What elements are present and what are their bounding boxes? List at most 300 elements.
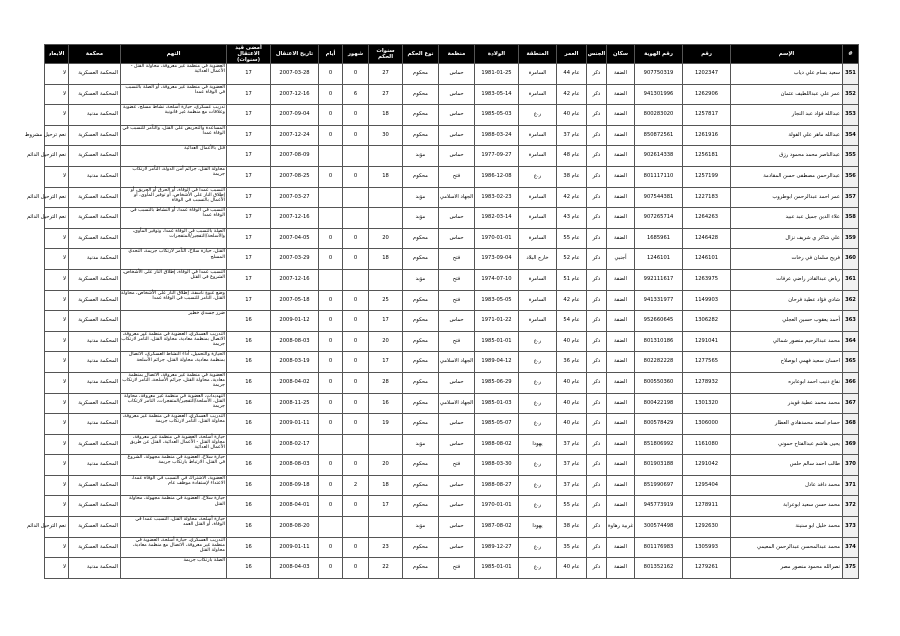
sentence-days-cell [319, 517, 343, 538]
charges-cell: التهديدات، العضوية في منظمة غير معروفة، محاولة القتل، الأسلحة/التفجير/المتفجرات، التآمر لارتكاب جريمة [121, 393, 227, 414]
national-id-cell: 907265714 [635, 208, 683, 229]
age-cell: عام 37 [557, 455, 587, 476]
organization-cell: فتح [439, 331, 475, 352]
sentence-days-cell: 0 [319, 455, 343, 476]
organization-cell: حماس [439, 434, 475, 455]
prisoner-id-cell: 1257817 [683, 105, 731, 126]
region-cell: ر.ع [519, 372, 557, 393]
row-number-cell: 354 [843, 125, 859, 146]
sentence-years-cell: 18 [369, 475, 403, 496]
row-number-cell: 374 [843, 537, 859, 558]
prisoner-id-cell: 1295404 [683, 475, 731, 496]
age-cell: عام 40 [557, 393, 587, 414]
row-number-cell: 371 [843, 475, 859, 496]
organization-cell: فتح [439, 290, 475, 311]
row-number-cell: 355 [843, 146, 859, 167]
sentence-days-cell [319, 208, 343, 229]
sentence-type-cell: محكوم [403, 228, 439, 249]
sentence-months-cell: 0 [343, 249, 369, 270]
row-number-cell: 375 [843, 558, 859, 579]
sentence-months-cell [343, 146, 369, 167]
column-header: الجنس [587, 45, 607, 64]
birth-date-cell: 1983-05-14 [475, 84, 519, 105]
table-body [24, 64, 859, 579]
row-number-cell: 364 [843, 331, 859, 352]
organization-cell: الجهاد الاسلامي [439, 393, 475, 414]
arrest-date-cell: 2009-01-12 [271, 311, 319, 332]
region-cell: السامرة [519, 228, 557, 249]
national-id-cell: 1685961 [635, 228, 683, 249]
sentence-days-cell [319, 269, 343, 290]
arrest-date-cell: 2008-09-18 [271, 475, 319, 496]
prisoner-name-cell: شادي فؤاد عطية فرحان [731, 290, 843, 311]
sentence-type-cell: محكوم [403, 84, 439, 105]
birth-date-cell: 1970-01-01 [475, 228, 519, 249]
table-row [45, 558, 859, 579]
region-cell: ر.ع [519, 496, 557, 517]
sentence-type-cell: محكوم [403, 414, 439, 435]
sentence-days-cell: 0 [319, 64, 343, 85]
arrest-date-cell: 2007-12-24 [271, 125, 319, 146]
birth-date-cell: 1988-08-02 [475, 434, 519, 455]
prisoner-id-cell: 1227183 [683, 187, 731, 208]
prisoner-id-cell: 1261916 [683, 125, 731, 146]
row-number-cell: 366 [843, 372, 859, 393]
sentence-months-cell [343, 517, 369, 538]
table-row [45, 249, 859, 270]
sentence-days-cell: 0 [319, 228, 343, 249]
sentence-months-cell: 0 [343, 331, 369, 352]
birth-date-cell: 1974-07-10 [475, 269, 519, 290]
table-row [45, 475, 859, 496]
birth-date-cell: 1988-03-30 [475, 455, 519, 476]
deportation-cell: لا [45, 228, 69, 249]
age-cell: عام 42 [557, 290, 587, 311]
region-cell: ر.ع [519, 414, 557, 435]
arrest-date-cell: 2007-12-16 [271, 84, 319, 105]
age-cell: عام 55 [557, 496, 587, 517]
sentence-years-cell [369, 434, 403, 455]
years-served-cell: 16 [227, 311, 271, 332]
gender-cell: ذكر [587, 455, 607, 476]
sentence-days-cell [319, 146, 343, 167]
organization-cell: حماس [439, 311, 475, 332]
court-cell: المحكمة العسكرية [69, 537, 121, 558]
sentence-months-cell: 2 [343, 475, 369, 496]
charges-cell: وضع عبوة ناسفة، إطلاق النار على الأشخاص، محاولة القتل، التآمر للتسبب في الوفاة عمدا [121, 290, 227, 311]
table-row [45, 146, 859, 167]
gender-cell: ذكر [587, 537, 607, 558]
deportation-cell: لا [45, 434, 69, 455]
row-number-cell: 369 [843, 434, 859, 455]
sentence-type-cell: محكوم [403, 249, 439, 270]
region-cell: ر.ع [519, 166, 557, 187]
column-header: محكمة [69, 45, 121, 64]
birth-date-cell: 1985-05-03 [475, 105, 519, 126]
region-cell: السامرة [519, 84, 557, 105]
residence-cell: الضفة [607, 105, 635, 126]
organization-cell: حماس [439, 414, 475, 435]
national-id-cell: 907544381 [635, 187, 683, 208]
years-served-cell: 17 [227, 146, 271, 167]
gender-cell: ذكر [587, 290, 607, 311]
sentence-years-cell [369, 517, 403, 538]
arrest-date-cell: 2009-01-11 [271, 537, 319, 558]
charges-cell: تدريب عسكري، حيازة أسلحة، نشاط مسلح، عضوية وعلاقات مع منظمة غير قانونية [121, 105, 227, 126]
column-header: رقم [683, 45, 731, 64]
national-id-cell: 941301996 [635, 84, 683, 105]
sentence-days-cell [319, 187, 343, 208]
years-served-cell: 17 [227, 187, 271, 208]
birth-date-cell: 1985-01-01 [475, 331, 519, 352]
organization-cell: حماس [439, 228, 475, 249]
arrest-date-cell: 2009-01-11 [271, 414, 319, 435]
sentence-months-cell: 0 [343, 64, 369, 85]
residence-cell: الضفة [607, 125, 635, 146]
court-cell: المحكمة العسكرية [69, 517, 121, 538]
residence-cell: الضفة [607, 166, 635, 187]
charges-cell: محاولة القتل، جرائم أمن الدولة، التآمر لارتكاب جريمة [121, 166, 227, 187]
sentence-type-cell: محكوم [403, 290, 439, 311]
row-number-cell: 367 [843, 393, 859, 414]
prisoner-id-cell: 1263975 [683, 269, 731, 290]
gender-cell: ذكر [587, 352, 607, 373]
table-row [45, 434, 859, 455]
organization-cell: حماس [439, 105, 475, 126]
sentence-years-cell: 17 [369, 496, 403, 517]
organization-cell: فتح [439, 249, 475, 270]
sentence-years-cell: 22 [369, 558, 403, 579]
arrest-date-cell: 2007-03-27 [271, 187, 319, 208]
arrest-date-cell: 2008-08-03 [271, 331, 319, 352]
arrest-date-cell: 2007-08-09 [271, 146, 319, 167]
sentence-months-cell [343, 187, 369, 208]
prisoner-table [24, 44, 859, 579]
table-row [45, 517, 859, 538]
prisoner-name-cell: نفاع ذنيب احمد ابوعابره [731, 372, 843, 393]
birth-date-cell: 1989-04-12 [475, 352, 519, 373]
court-cell: المحكمة العسكرية [69, 125, 121, 146]
charges-cell: التسبب عمدا في الوفاة، إطلاق النار على الأشخاص، الشروع في القتل [121, 269, 227, 290]
sentence-months-cell [343, 208, 369, 229]
deportation-cell: لا [45, 537, 69, 558]
arrest-date-cell: 2007-12-16 [271, 208, 319, 229]
years-served-cell: 17 [227, 166, 271, 187]
years-served-cell: 17 [227, 249, 271, 270]
gender-cell: ذكر [587, 311, 607, 332]
column-header: # [843, 45, 859, 64]
sentence-days-cell: 0 [319, 84, 343, 105]
organization-cell: حماس [439, 372, 475, 393]
table-row [45, 537, 859, 558]
sentence-type-cell: مؤبد [403, 434, 439, 455]
birth-date-cell: 1982-03-14 [475, 208, 519, 229]
prisoner-name-cell: عمر احمد عبدالرحمن ابوطروب [731, 187, 843, 208]
row-number-cell: 373 [843, 517, 859, 538]
prisoner-name-cell: محمد حسن سعيد ابوعرابة [731, 496, 843, 517]
sentence-type-cell: مؤبد [403, 269, 439, 290]
organization-cell: فتح [439, 269, 475, 290]
sentence-years-cell: 17 [369, 352, 403, 373]
table-row [45, 166, 859, 187]
sentence-months-cell: 0 [343, 228, 369, 249]
arrest-date-cell: 2007-08-25 [271, 166, 319, 187]
birth-date-cell: 1989-12-27 [475, 537, 519, 558]
prisoner-name-cell: عبدالله ماهر علي الفولة [731, 125, 843, 146]
charges-cell: المساعدة والتحريض على القتل، والتآمر للتسبب في الوفاة عمدا [121, 125, 227, 146]
sentence-days-cell: 0 [319, 496, 343, 517]
deportation-cell: لا [45, 64, 69, 85]
age-cell: عام 55 [557, 228, 587, 249]
sentence-months-cell: 0 [343, 311, 369, 332]
sentence-type-cell: محكوم [403, 352, 439, 373]
deportation-cell: نعم الترحيل الدائم [45, 146, 69, 167]
organization-cell: حماس [439, 475, 475, 496]
court-cell: المحكمة مدنية [69, 558, 121, 579]
deportation-cell: لا [45, 393, 69, 414]
deportation-cell: لا [45, 455, 69, 476]
deportation-cell: نعم الترحيل الدائم [45, 187, 69, 208]
prisoner-id-cell: 1277565 [683, 352, 731, 373]
court-cell: المحكمة مدنية [69, 249, 121, 270]
prisoner-id-cell: 1257199 [683, 166, 731, 187]
age-cell: عام 54 [557, 311, 587, 332]
sentence-type-cell: مؤبد [403, 146, 439, 167]
years-served-cell: 16 [227, 352, 271, 373]
gender-cell: ذكر [587, 187, 607, 208]
years-served-cell: 17 [227, 290, 271, 311]
column-header: الابعاد [45, 45, 69, 64]
table-row [45, 290, 859, 311]
years-served-cell: 16 [227, 331, 271, 352]
court-cell: المحكمة مدنية [69, 372, 121, 393]
sentence-days-cell: 0 [319, 352, 343, 373]
gender-cell: ذكر [587, 517, 607, 538]
years-served-cell: 16 [227, 517, 271, 538]
national-id-cell: 851806992 [635, 434, 683, 455]
gender-cell: ذكر [587, 393, 607, 414]
national-id-cell: 800578429 [635, 414, 683, 435]
row-number-cell: 358 [843, 208, 859, 229]
gender-cell: ذكر [587, 166, 607, 187]
charges-cell: العضوية في منظمة غير معروفة، محاولة القتل - الأعمال العدائية [121, 64, 227, 85]
national-id-cell: 801352162 [635, 558, 683, 579]
arrest-date-cell: 2007-04-05 [271, 228, 319, 249]
residence-cell: الضفة [607, 187, 635, 208]
row-number-cell: 352 [843, 84, 859, 105]
region-cell: السامرة [519, 125, 557, 146]
table-row [45, 228, 859, 249]
prisoner-name-cell: نصرالله محمود منصور مصر [731, 558, 843, 579]
sentence-type-cell: محكوم [403, 455, 439, 476]
charges-cell: الحيازة والتحميل، أداء النشاط العسكري، الاتصال بمنظمة معادية، محاولة القتل، جرائم الأسلحة [121, 352, 227, 373]
sentence-months-cell: 0 [343, 537, 369, 558]
residence-cell: الضفة [607, 352, 635, 373]
gender-cell: ذكر [587, 331, 607, 352]
prisoner-id-cell: 1291041 [683, 331, 731, 352]
charges-cell: القتل، حيازة سلاح، التآمر لارتكاب جريمة، التحدي المسلح [121, 249, 227, 270]
organization-cell: فتح [439, 455, 475, 476]
column-header: تاريخ الاعتقال [271, 45, 319, 64]
sentence-months-cell: 6 [343, 84, 369, 105]
residence-cell: الضفة [607, 393, 635, 414]
gender-cell: ذكر [587, 105, 607, 126]
table-row [45, 372, 859, 393]
sentence-days-cell [319, 434, 343, 455]
years-served-cell: 16 [227, 558, 271, 579]
region-cell: السامرة [519, 290, 557, 311]
national-id-cell: 801310186 [635, 331, 683, 352]
deportation-cell: نعم ترحيل مشروط [45, 125, 69, 146]
sentence-years-cell: 18 [369, 166, 403, 187]
organization-cell: حماس [439, 537, 475, 558]
sentence-type-cell: محكوم [403, 372, 439, 393]
region-cell: ر.ع [519, 331, 557, 352]
prisoner-id-cell: 1306000 [683, 414, 731, 435]
charges-cell: العضوية، الاشتراك في التسبب في الوفاة عمدا، الاعتداء لإستفادة موظف عام [121, 475, 227, 496]
row-number-cell: 365 [843, 352, 859, 373]
court-cell: المحكمة مدنية [69, 455, 121, 476]
organization-cell: حماس [439, 496, 475, 517]
region-cell: خارج البلاد [519, 249, 557, 270]
gender-cell: ذكر [587, 146, 607, 167]
age-cell: عام 40 [557, 372, 587, 393]
organization-cell: الجهاد الاسلامي [439, 352, 475, 373]
birth-date-cell: 1973-09-04 [475, 249, 519, 270]
organization-cell: حماس [439, 64, 475, 85]
region-cell: السامرة [519, 311, 557, 332]
column-header: منظمة [439, 45, 475, 64]
sentence-months-cell: 0 [343, 166, 369, 187]
sentence-type-cell: محكوم [403, 166, 439, 187]
age-cell: عام 44 [557, 64, 587, 85]
organization-cell: فتح [439, 558, 475, 579]
age-cell: عام 38 [557, 166, 587, 187]
arrest-date-cell: 2007-12-16 [271, 269, 319, 290]
sentence-days-cell: 0 [319, 475, 343, 496]
table-row [45, 352, 859, 373]
prisoner-id-cell: 1301320 [683, 393, 731, 414]
court-cell: المحكمة العسكرية [69, 434, 121, 455]
residence-cell: أجنبي [607, 249, 635, 270]
region-cell: ر.ع [519, 475, 557, 496]
sentence-days-cell: 0 [319, 414, 343, 435]
arrest-date-cell: 2008-08-03 [271, 455, 319, 476]
organization-cell: حماس [439, 125, 475, 146]
age-cell: عام 40 [557, 414, 587, 435]
sentence-years-cell [369, 269, 403, 290]
residence-cell: الضفة [607, 455, 635, 476]
court-cell: المحكمة العسكرية [69, 146, 121, 167]
sentence-months-cell: 0 [343, 496, 369, 517]
column-header: المنطقة [519, 45, 557, 64]
table-row [45, 496, 859, 517]
deportation-cell: نعم الترحيل الدائم [45, 517, 69, 538]
deportation-cell: نعم الترحيل الدائم [45, 208, 69, 229]
region-cell: ر.ع [519, 537, 557, 558]
birth-date-cell: 1977-09-27 [475, 146, 519, 167]
prisoner-name-cell: طالب احمد سالم حلس [731, 455, 843, 476]
sentence-months-cell: 0 [343, 290, 369, 311]
region-cell: يهودا [519, 434, 557, 455]
gender-cell: ذكر [587, 125, 607, 146]
residence-cell: الضفة [607, 269, 635, 290]
prisoner-name-cell: أحمد يعقوب حسين العجلي [731, 311, 843, 332]
residence-cell: الضفة [607, 64, 635, 85]
court-cell: المحكمة العسكرية [69, 64, 121, 85]
charges-cell: حيازة سلاح، العضوية في منظمة مجهولة، محاولة القتل [121, 496, 227, 517]
years-served-cell: 17 [227, 269, 271, 290]
national-id-cell: 1246101 [635, 249, 683, 270]
deportation-cell: لا [45, 249, 69, 270]
organization-cell: حماس [439, 84, 475, 105]
prisoner-id-cell: 1279261 [683, 558, 731, 579]
residence-cell: غربية رهاوة [607, 517, 635, 538]
charges-cell: العضوية في منظمة غير معروفة، الاتصال بمنظمة معادية، محاولة القتل، جرائم الأسلحة، التآمر لارتكاب جريمة [121, 372, 227, 393]
court-cell: المحكمة مدنية [69, 414, 121, 435]
prisoner-name-cell: محمد عبدالمحسن عبدالرحمن المعيمي [731, 537, 843, 558]
national-id-cell: 801117110 [635, 166, 683, 187]
sentence-days-cell: 0 [319, 558, 343, 579]
sentence-type-cell: مؤبد [403, 208, 439, 229]
residence-cell: الضفة [607, 475, 635, 496]
court-cell: المحكمة العسكرية [69, 311, 121, 332]
age-cell: عام 37 [557, 125, 587, 146]
prisoner-id-cell: 1292630 [683, 517, 731, 538]
birth-date-cell: 1983-05-05 [475, 290, 519, 311]
organization-cell: فتح [439, 166, 475, 187]
residence-cell: الضفة [607, 414, 635, 435]
prisoner-id-cell: 1278911 [683, 496, 731, 517]
sentence-months-cell [343, 269, 369, 290]
gender-cell: ذكر [587, 372, 607, 393]
sentence-years-cell [369, 187, 403, 208]
prisoner-id-cell: 1161080 [683, 434, 731, 455]
gender-cell: ذكر [587, 84, 607, 105]
sentence-years-cell: 27 [369, 84, 403, 105]
court-cell: المحكمة العسكرية [69, 187, 121, 208]
arrest-date-cell: 2007-03-29 [271, 249, 319, 270]
national-id-cell: 800283020 [635, 105, 683, 126]
table-row [45, 208, 859, 229]
residence-cell: الضفة [607, 228, 635, 249]
table-row [45, 125, 859, 146]
prisoner-id-cell: 1306282 [683, 311, 731, 332]
prisoner-name-cell: عبدالناصر محمد محمود رزق [731, 146, 843, 167]
years-served-cell: 16 [227, 414, 271, 435]
gender-cell: ذكر [587, 249, 607, 270]
organization-cell: حماس [439, 208, 475, 229]
row-number-cell: 359 [843, 228, 859, 249]
organization-cell: الجهاد الاسلامي [439, 187, 475, 208]
court-cell: المحكمة العسكرية [69, 208, 121, 229]
charges-cell: التدريب العسكري، العضوية في منظمة غير معروفة، محاولة القتل، التآمر لارتكاب جريمة [121, 414, 227, 435]
sentence-type-cell: محكوم [403, 125, 439, 146]
arrest-date-cell: 2008-04-02 [271, 372, 319, 393]
residence-cell: الضفة [607, 146, 635, 167]
prisoner-name-cell: حسام اسعد محمدهادي العطار [731, 414, 843, 435]
region-cell: السامرة [519, 64, 557, 85]
region-cell: ر.ع [519, 352, 557, 373]
sentence-days-cell: 0 [319, 372, 343, 393]
charges-cell: حيازة سلاح، العضوية في منظمة مجهولة، الشروع في القتل، الارتباط بارتكاب جريمة [121, 455, 227, 476]
sentence-months-cell: 0 [343, 372, 369, 393]
region-cell: السامرة [519, 146, 557, 167]
court-cell: المحكمة العسكرية [69, 84, 121, 105]
region-cell: ر.ع [519, 558, 557, 579]
national-id-cell: 800422198 [635, 393, 683, 414]
residence-cell: الضفة [607, 290, 635, 311]
